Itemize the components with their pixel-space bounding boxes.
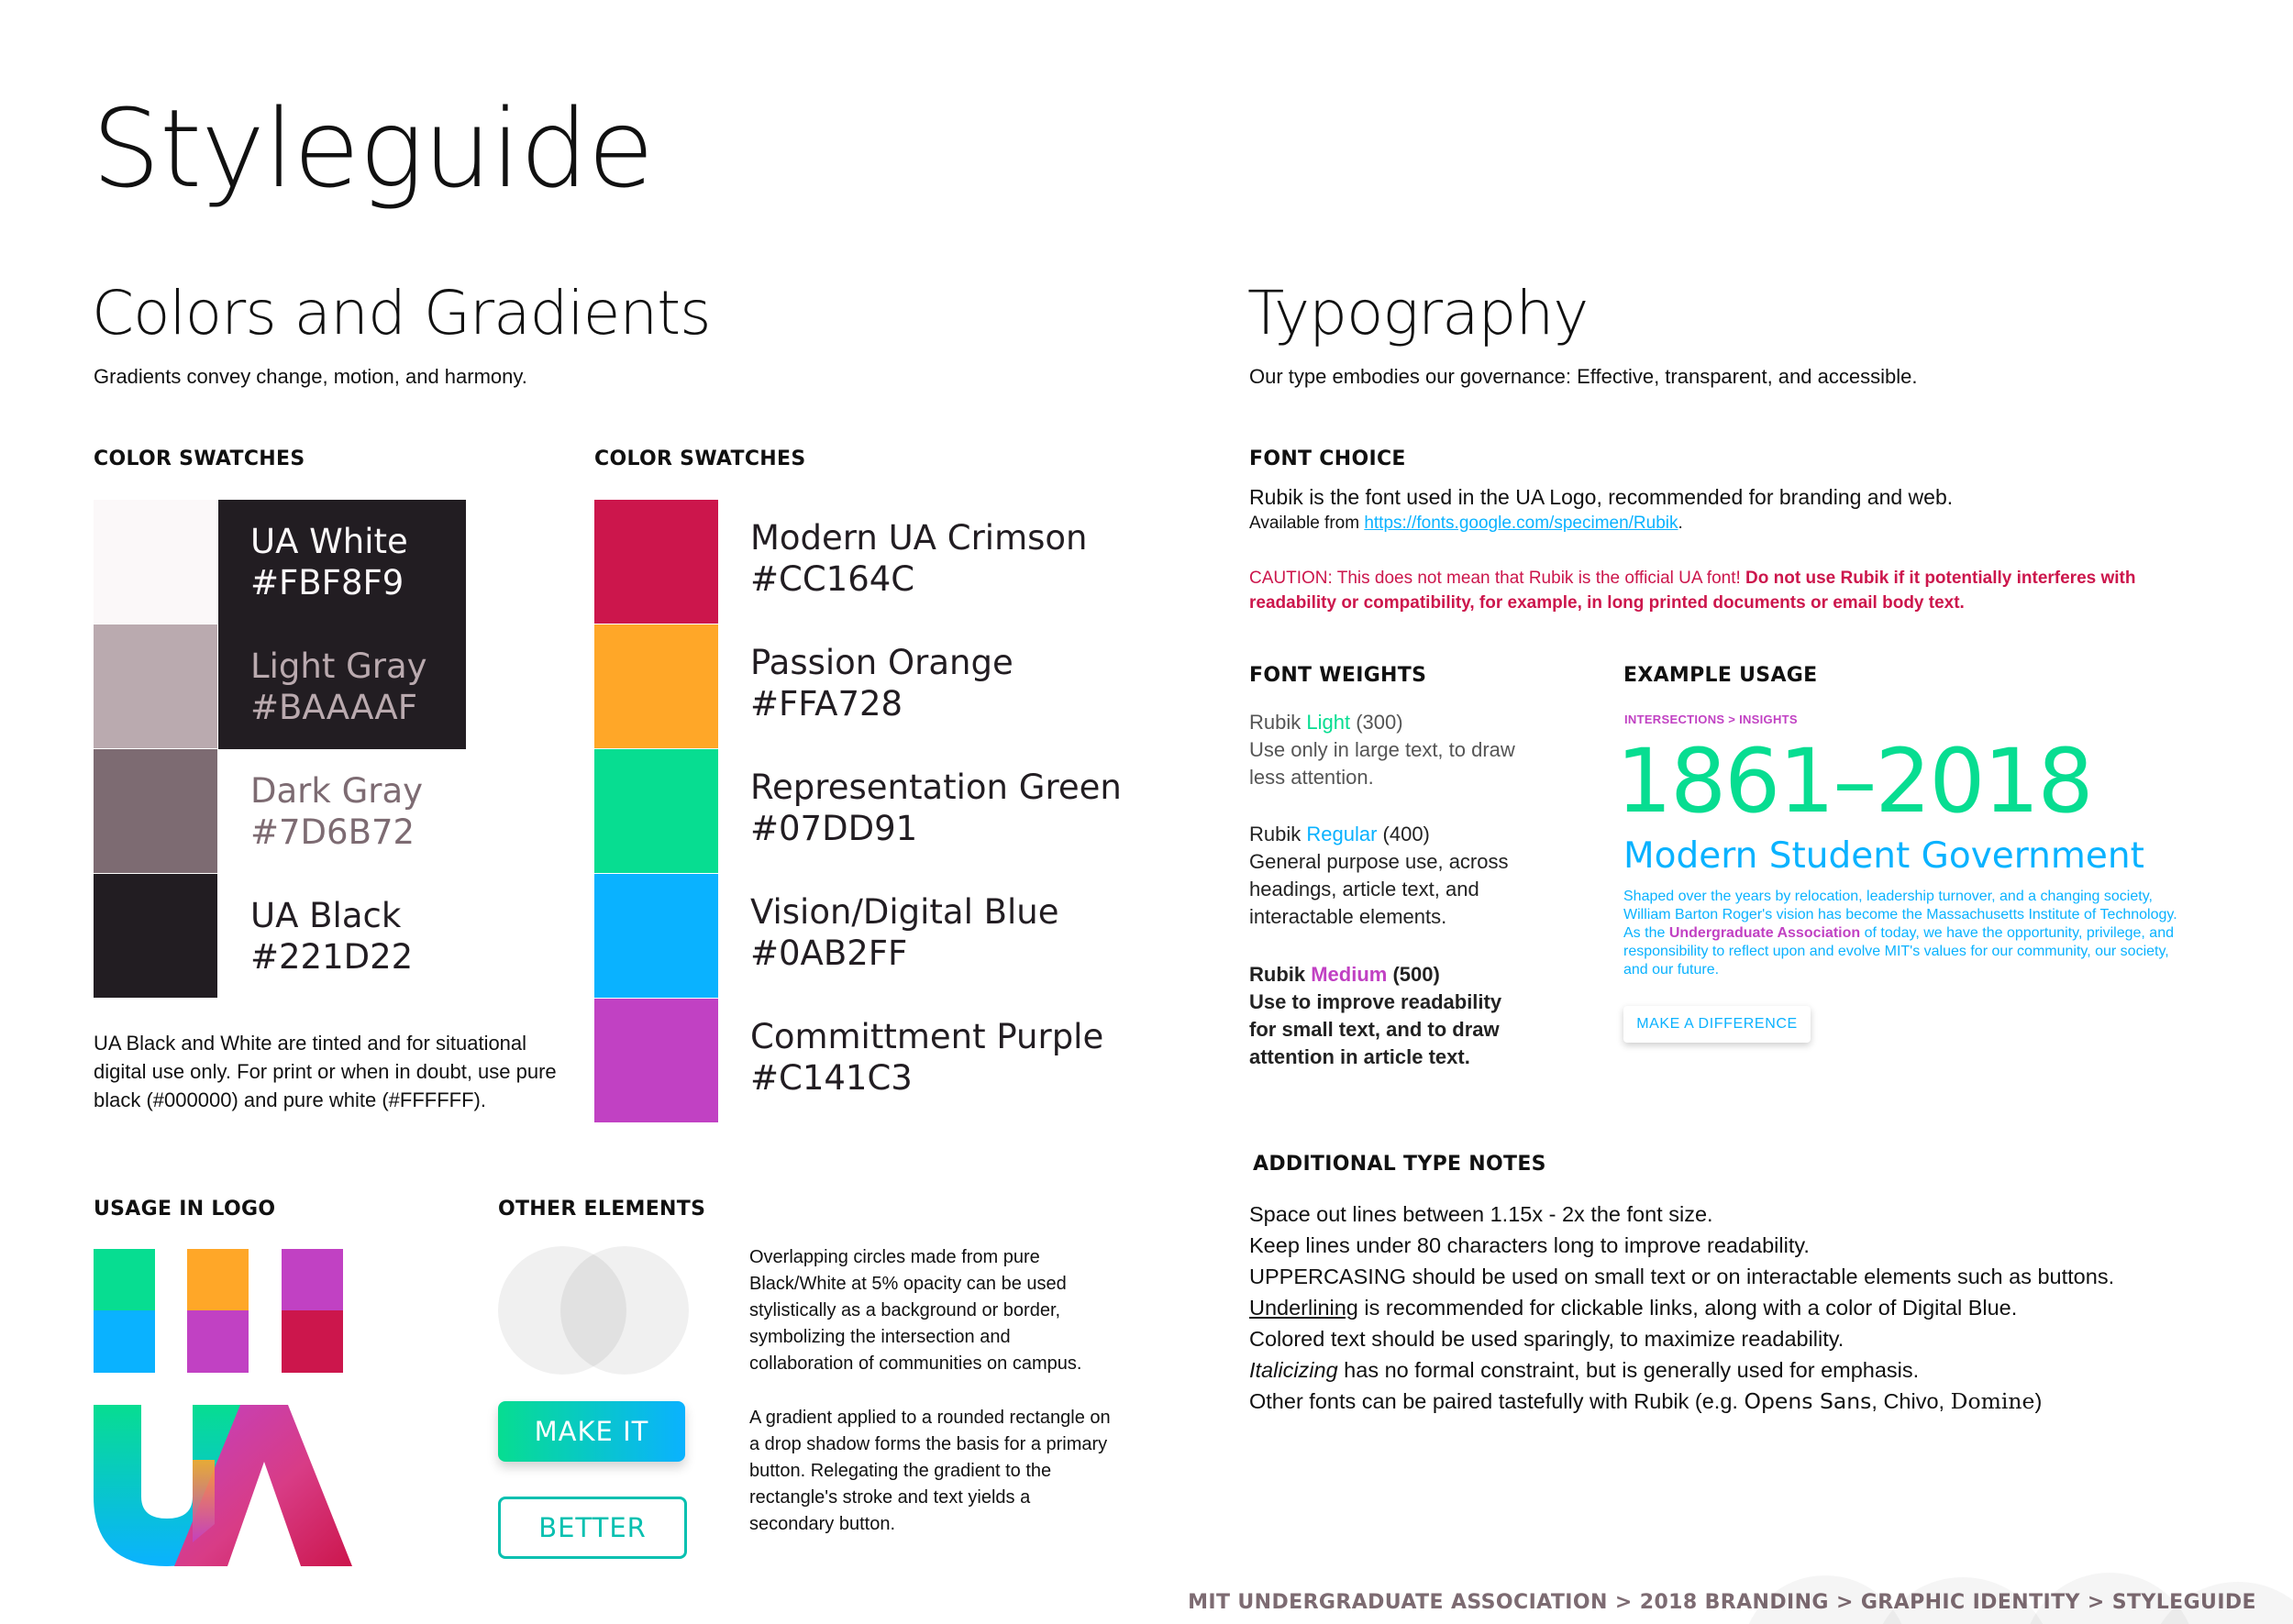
example-button[interactable]: MAKE A DIFFERENCE xyxy=(1623,1006,1811,1043)
overlapping-circles xyxy=(498,1245,691,1375)
primary-button[interactable]: MAKE IT xyxy=(498,1401,685,1462)
swatch-label-blue xyxy=(750,891,1059,974)
weight-suffix: (400) xyxy=(1377,823,1430,845)
swatch-hex: #CC164C xyxy=(750,559,915,599)
ua-logo xyxy=(94,1405,352,1566)
font-availability xyxy=(1249,511,1683,536)
weight-name: Regular xyxy=(1306,823,1378,845)
example-body-text: of today, we have the opportunity, privilege, and responsibility to reflect upon and evolve MIT's values for our community, our society, and our future. xyxy=(1623,925,2174,978)
cloud-circle xyxy=(1741,1575,1910,1624)
swatch-label-light-gray xyxy=(250,646,427,728)
note-text: is recommended for clickable links, along with a color of Digital Blue. xyxy=(1357,1296,2018,1320)
note-line: UPPERCASING should be used on small text or on interactable elements such as buttons. xyxy=(1249,1265,2115,1288)
example-body xyxy=(1623,888,2192,979)
note-text: ) xyxy=(2034,1389,2043,1413)
weight-suffix: (300) xyxy=(1350,711,1403,734)
caution-note xyxy=(1249,566,2221,615)
swatch-name: UA Black xyxy=(250,896,402,935)
logo-block-orange xyxy=(187,1249,249,1310)
colors-subtitle: Gradients convey change, motion, and harmony. xyxy=(94,365,527,388)
swatch-dark-gray xyxy=(94,749,217,873)
weight-title xyxy=(1249,709,1534,736)
gradient-description: A gradient applied to a rounded rectangle on a drop shadow forms the basis for a primary button. Relegating the gradient to the rectangle's stroke and text yields a secondary button. xyxy=(749,1408,1111,1534)
note-line xyxy=(1249,1386,2258,1417)
caution-text: CAUTION: This does not mean that Rubik is the official UA font! xyxy=(1249,569,1746,588)
swatch-name: Vision/Digital Blue xyxy=(750,892,1059,932)
tint-note: UA Black and White are tinted and for situational digital use only. For print or when in doubt, use pure black (#000000) and pure white (#FFFFFF). xyxy=(94,1032,557,1111)
swatch-hex: #FBF8F9 xyxy=(250,563,404,602)
availability-prefix: Available from xyxy=(1249,514,1365,533)
swatch-name: Light Gray xyxy=(250,646,427,686)
decorative-clouds xyxy=(1724,1559,2293,1624)
swatch-label-ua-black xyxy=(250,895,413,978)
weight-prefix: Rubik xyxy=(1249,963,1312,986)
secondary-button[interactable]: BETTER xyxy=(498,1497,687,1559)
font-example-domine: Domine xyxy=(1950,1388,2035,1414)
example-usage-label: EXAMPLE USAGE xyxy=(1623,664,1818,687)
weight-medium xyxy=(1249,961,1534,1071)
color-swatches-label: COLOR SWATCHES xyxy=(94,447,305,470)
example-years: 1861–2018 xyxy=(1616,730,2092,833)
note-text: Other fonts can be paired tastefully with Rubik (e.g. xyxy=(1249,1389,1745,1413)
circle-right xyxy=(560,1246,689,1375)
color-swatches-label: COLOR SWATCHES xyxy=(594,447,806,470)
swatch-light-gray xyxy=(94,624,217,748)
note-line: Space out lines between 1.15x - 2x the font size. xyxy=(1249,1202,1713,1226)
swatch-green xyxy=(594,749,718,873)
usage-in-logo-label: USAGE IN LOGO xyxy=(94,1198,276,1221)
note-line xyxy=(1249,1292,2258,1323)
weight-suffix: (500) xyxy=(1387,963,1440,986)
swatch-name: UA White xyxy=(250,522,408,561)
weight-name: Light xyxy=(1306,711,1351,734)
swatch-label-dark-gray xyxy=(250,770,423,853)
note-line xyxy=(1249,1354,2258,1386)
swatch-ua-white xyxy=(94,500,217,624)
logo-color-blocks xyxy=(94,1249,345,1375)
swatch-hex: #C141C3 xyxy=(750,1058,913,1098)
note-text: , Chivo, xyxy=(1871,1389,1951,1413)
swatch-hex: #07DD91 xyxy=(750,809,918,848)
example-body-text: Shaped over the years by relocation, leadership turnover, and a changing society, William Barton Roger's vision has become the Massachusetts Institute of Technology. As the xyxy=(1623,889,2177,941)
underline-example: Underlining xyxy=(1249,1296,1358,1320)
type-notes xyxy=(1249,1199,2258,1417)
weight-title xyxy=(1249,961,1534,989)
weight-prefix: Rubik xyxy=(1249,823,1307,845)
swatch-label-orange xyxy=(750,642,1014,724)
italic-example: Italicizing xyxy=(1249,1358,1338,1382)
weight-light xyxy=(1249,709,1534,791)
font-example-opens-sans: Opens Sans xyxy=(1744,1388,1872,1414)
weight-name: Medium xyxy=(1311,963,1388,986)
weight-title xyxy=(1249,821,1534,848)
circles-description: Overlapping circles made from pure Black/White at 5% opacity can be used stylistically as a background or border, symbolizing the intersection and collaboration of communities on campus. xyxy=(749,1247,1082,1374)
typography-subtitle: Our type embodies our governance: Effective, transparent, and accessible. xyxy=(1249,365,1918,388)
font-choice-label: FONT CHOICE xyxy=(1249,447,1406,470)
typography-heading: Typography xyxy=(1247,278,1589,348)
colors-heading: Colors and Gradients xyxy=(92,278,711,348)
logo-block-purple xyxy=(187,1310,249,1373)
swatch-hex: #221D22 xyxy=(250,937,414,977)
swatch-ua-black xyxy=(94,874,217,998)
weight-desc: General purpose use, across headings, article text, and interactable elements. xyxy=(1249,850,1509,928)
swatch-orange xyxy=(594,624,718,748)
example-title: Modern Student Government xyxy=(1623,835,2144,877)
swatch-hex: #7D6B72 xyxy=(250,812,415,852)
swatch-hex: #0AB2FF xyxy=(750,934,908,973)
font-weights-label: FONT WEIGHTS xyxy=(1249,664,1427,687)
swatch-name: Committment Purple xyxy=(750,1017,1104,1056)
logo-block-crimson xyxy=(282,1310,343,1373)
rubik-link[interactable]: https://fonts.google.com/specimen/Rubik xyxy=(1364,514,1678,533)
swatch-name: Dark Gray xyxy=(250,771,424,811)
weight-prefix: Rubik xyxy=(1249,711,1307,734)
swatch-hex: #FFA728 xyxy=(750,684,903,724)
swatch-name: Modern UA Crimson xyxy=(750,518,1088,558)
example-body-emphasis: Undergraduate Association xyxy=(1668,925,1861,941)
page-title: Styleguide xyxy=(92,85,654,212)
weight-desc: Use to improve readability for small text, and to draw attention in article text. xyxy=(1249,990,1502,1068)
logo-block-green xyxy=(94,1249,155,1310)
weight-desc: Use only in large text, to draw less attention. xyxy=(1249,738,1515,789)
swatch-hex: #BAAAAF xyxy=(250,688,418,727)
note-text: has no formal constraint, but is generally used for emphasis. xyxy=(1337,1358,1920,1382)
swatch-label-ua-white xyxy=(250,521,408,603)
example-breadcrumb[interactable]: INTERSECTIONS > INSIGHTS xyxy=(1624,713,1798,726)
swatch-label-green xyxy=(750,767,1122,849)
weight-regular xyxy=(1249,821,1534,931)
swatch-label-crimson xyxy=(750,517,1087,600)
swatch-purple xyxy=(594,999,718,1122)
note-line: Colored text should be used sparingly, to maximize readability. xyxy=(1249,1327,1844,1351)
swatch-name: Passion Orange xyxy=(750,643,1014,682)
type-notes-label: ADDITIONAL TYPE NOTES xyxy=(1253,1153,1546,1176)
footer-breadcrumb: MIT UNDERGRADUATE ASSOCIATION > 2018 BRANDING > GRAPHIC IDENTITY > STYLEGUIDE xyxy=(1188,1591,2256,1614)
availability-suffix: . xyxy=(1678,514,1683,533)
swatch-label-purple xyxy=(750,1016,1103,1099)
font-choice-text: Rubik is the font used in the UA Logo, recommended for branding and web. xyxy=(1249,485,1954,509)
cloud-circle xyxy=(1871,1577,2055,1624)
logo-block-purple-top xyxy=(282,1249,343,1310)
logo-block-blue xyxy=(94,1310,155,1373)
other-elements-label: OTHER ELEMENTS xyxy=(498,1198,706,1221)
swatch-blue xyxy=(594,874,718,998)
swatch-crimson xyxy=(594,500,718,624)
swatch-name: Representation Green xyxy=(750,768,1122,807)
caution-emphasis: Do not use Rubik if it potentially interferes with readability or compatibility, for example, in long printed documents or email body text. xyxy=(1249,569,2136,613)
note-line: Keep lines under 80 characters long to improve readability. xyxy=(1249,1233,1810,1257)
